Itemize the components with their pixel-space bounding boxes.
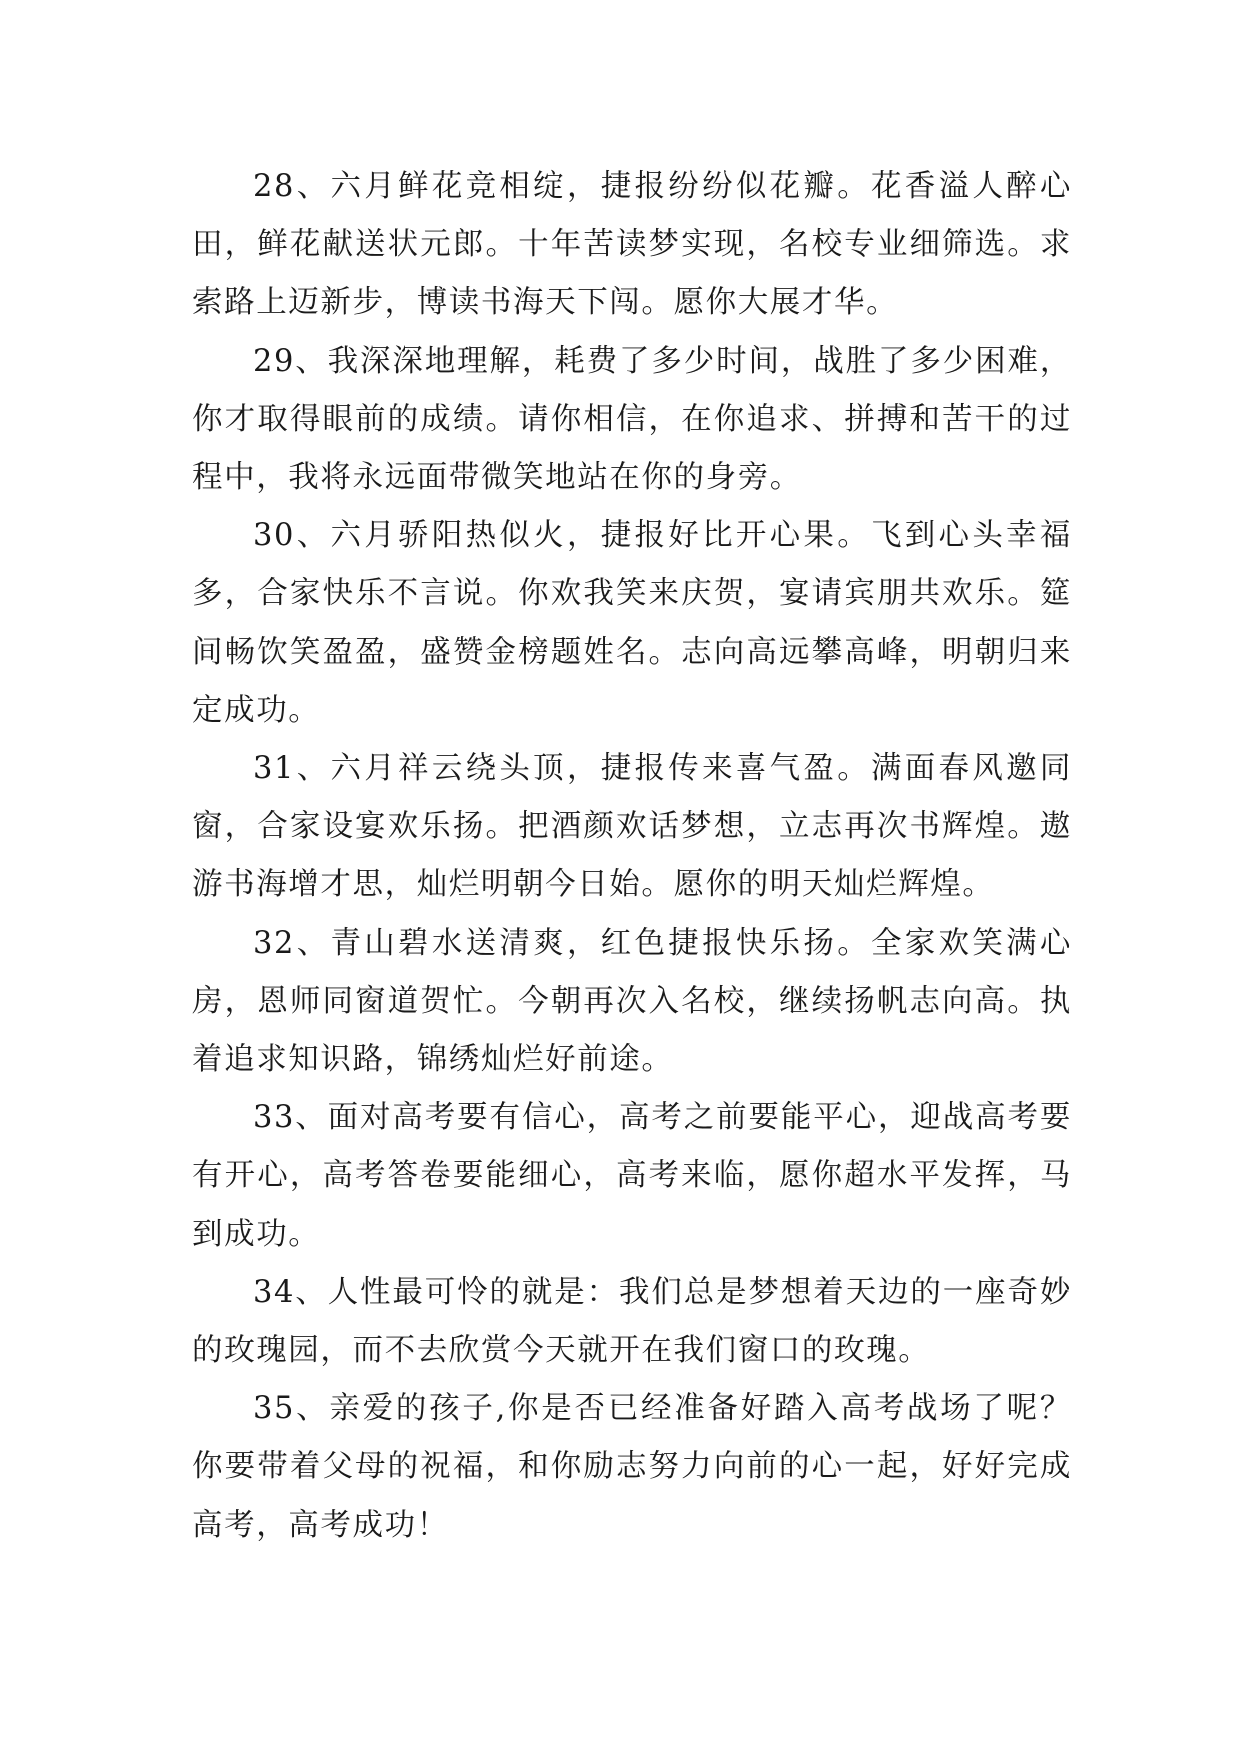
document-body — [192, 158, 1072, 1555]
paragraph-30: 30、六月骄阳热似火，捷报好比开心果。飞到心头幸福多，合家快乐不言说。你欢我笑来庆贺，宴请宾朋共欢乐。筵间畅饮笑盈盈，盛赞金榜题姓名。志向高远攀高峰，明朝归来定成功。 — [192, 518, 1072, 728]
paragraph-31: 31、六月祥云绕头顶，捷报传来喜气盈。满面春风邀同窗，合家设宴欢乐扬。把酒颜欢话梦想，立志再次书辉煌。遨游书海增才思，灿烂明朝今日始。愿你的明天灿烂辉煌。 — [192, 751, 1072, 903]
paragraph-28: 28、六月鲜花竞相绽，捷报纷纷似花瓣。花香溢人醉心田，鲜花献送状元郎。十年苦读梦实现，名校专业细筛选。求索路上迈新步，博读书海天下闯。愿你大展才华。 — [192, 169, 1072, 321]
paragraph-29: 29、我深深地理解，耗费了多少时间，战胜了多少困难，你才取得眼前的成绩。请你相信，在你追求、拼搏和苦干的过程中，我将永远面带微笑地站在你的身旁。 — [192, 343, 1072, 496]
paragraph-35: 35、亲爱的孩子,你是否已经准备好踏入高考战场了呢？你要带着父母的祝福，和你励志努力向前的心一起，好好完成高考，高考成功！ — [192, 1391, 1072, 1543]
paragraph-32: 32、青山碧水送清爽，红色捷报快乐扬。全家欢笑满心房，恩师同窗道贺忙。今朝再次入名校，继续扬帆志向高。执着追求知识路，锦绣灿烂好前途。 — [192, 925, 1072, 1078]
paragraph-34: 34、人性最可怜的就是：我们总是梦想着天边的一座奇妙的玫瑰园，而不去欣赏今天就开在我们窗口的玫瑰。 — [192, 1274, 1072, 1369]
paragraph-33: 33、面对高考要有信心，高考之前要能平心，迎战高考要有开心，高考答卷要能细心，高考来临，愿你超水平发挥，马到成功。 — [192, 1100, 1072, 1252]
